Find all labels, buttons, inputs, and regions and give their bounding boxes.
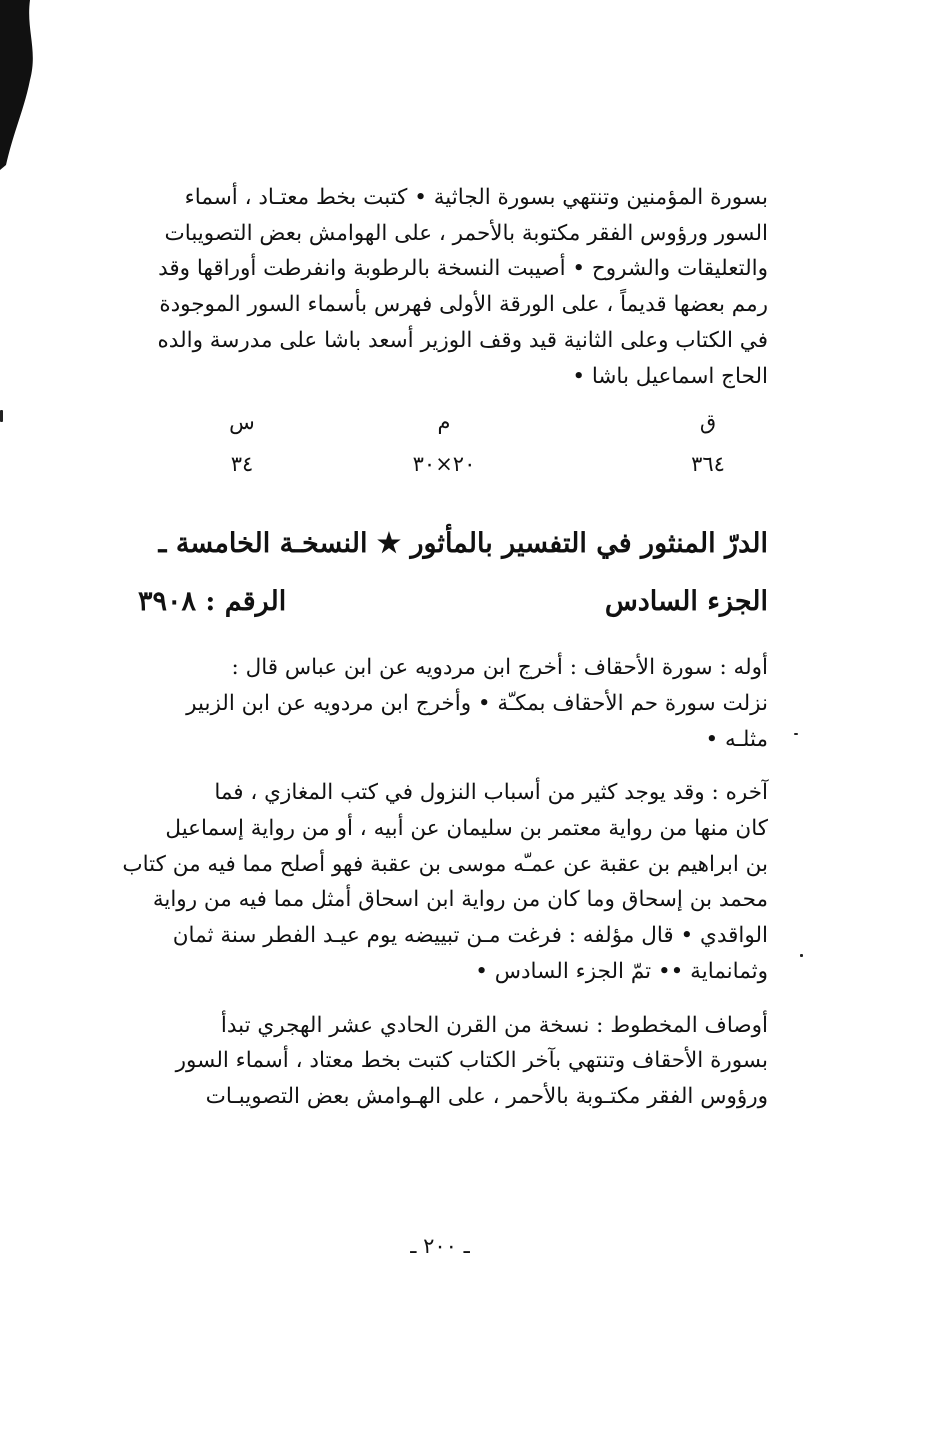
text-line: محمد بن إسحاق وما كان من رواية ابن اسحاق أمثل مما فيه من رواية — [152, 887, 768, 913]
scan-speck — [794, 733, 798, 735]
text-line: السور ورؤوس الفقر مكتوبة بالأحمر ، على الهوامش بعض التصويبات — [164, 220, 768, 246]
incipit-paragraph — [118, 650, 768, 757]
scan-edge-shadow — [0, 0, 44, 170]
entry-part: الجزء السادس — [604, 586, 768, 618]
entry-subtitle — [118, 576, 768, 628]
text-line: الحاج اسماعيل باشا • — [572, 363, 768, 389]
text-line: كان منها من رواية معتمر بن سليمان عن أبيه ، أو من رواية إسماعيل — [165, 816, 768, 842]
code-q-header: ق — [699, 410, 717, 435]
text-line: أوصاف المخطوط : نسخة من القرن الحادي عشر الهجري تبدأ — [220, 1012, 768, 1038]
document-body — [118, 180, 768, 1115]
text-line: أوله : سورة الأحقاف : أخرج ابن مردويه عن ابن عباس قال : — [231, 655, 768, 681]
entry-title: الدرّ المنثور في التفسير بالمأثور ★ النسخـة الخامسة ـ — [158, 528, 768, 560]
page-number: ـ ٢٠٠ ـ — [410, 1234, 470, 1258]
text-line: والتعليقات والشروح • أصيبت النسخة بالرطوبة وانفرطت أوراقها وقد — [158, 256, 768, 282]
explicit-paragraph — [118, 775, 768, 989]
description-paragraph-2 — [118, 1008, 768, 1115]
scan-speck — [800, 954, 803, 957]
text-line: بسورة الأحقاف وتنتهي بآخر الكتاب كتبت بخط معتاد ، أسماء السور — [175, 1048, 768, 1074]
text-line: بسورة المؤمنين وتنتهي بسورة الجاثية • كتبت بخط معتـاد ، أسماء — [184, 185, 768, 210]
text-line: رمم بعضها قديماً ، على الورقة الأولى فهرس بأسماء السور الموجودة — [159, 292, 768, 318]
code-m-header: م — [437, 410, 451, 435]
description-paragraph-1 — [118, 180, 768, 394]
text-line: مثلـه • — [705, 726, 768, 752]
text-line: آخره : وقد يوجد كثير من أسباب النزول في كتب المغازي ، فما — [214, 780, 768, 806]
text-line: في الكتاب وعلى الثانية قيد وقف الوزير أسعد باشا على مدرسة والده — [157, 327, 768, 353]
text-line: بن ابراهيم بن عقبة عن عمـّه موسى بن عقبة فهو أصلح مما فيه من كتاب — [122, 851, 768, 877]
code-q-value: ٣٦٤ — [691, 452, 725, 477]
entry-number: الرقم : ٣٩٠٨ — [138, 586, 287, 618]
code-s-header: س — [229, 410, 255, 435]
text-line: وثمانماية •• تمّ الجزء السادس • — [475, 958, 768, 984]
scan-speck — [0, 410, 3, 422]
text-line: الواقدي • قال مؤلفه : فرغت مـن تبييضه يوم عيـد الفطر سنة ثمان — [172, 923, 768, 949]
text-line: نزلت سورة حم الأحقاف بمكـّة • وأخرج ابن مردويه عن ابن الزبير — [186, 690, 768, 716]
text-line: ورؤوس الفقر مكتـوبة بالأحمر ، على الهـوامش بعض التصويبـات — [205, 1083, 768, 1109]
code-m-value: ٢٠×٣٠ — [412, 452, 476, 477]
manuscript-codes — [118, 410, 768, 494]
code-s-value: ٣٤ — [230, 452, 254, 477]
